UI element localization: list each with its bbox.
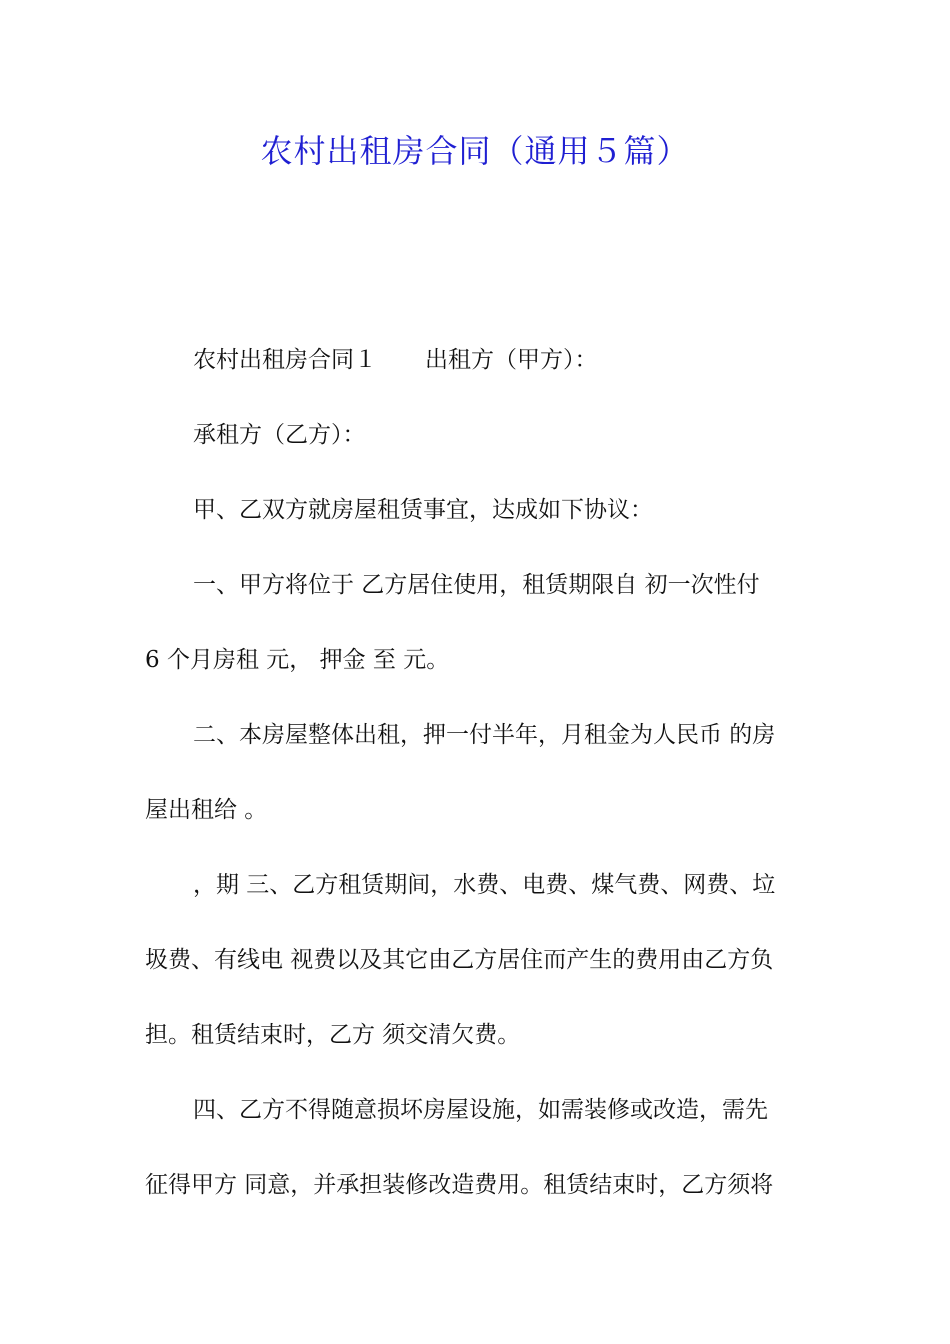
paragraph-line-8: ，期 三、乙方租赁期间，水费、电费、煤气费、网费、垃 (193, 872, 776, 898)
paragraph-line-12: 征得甲方 同意，并承担装修改造费用。租赁结束时，乙方须将 (145, 1172, 774, 1198)
paragraph-line-3: 甲、乙双方就房屋租赁事宜，达成如下协议： (193, 497, 653, 523)
paragraph-line-7: 屋出租给 。 (145, 797, 268, 823)
document-title: 农村出租房合同（通用５篇） (260, 132, 690, 170)
lessee-label: 承租方（乙方）： (193, 422, 366, 448)
paragraph-line-9: 圾费、有线电 视费以及其它由乙方居住而产生的费用由乙方负 (145, 947, 774, 973)
contract-heading: 农村出租房合同１ (193, 347, 377, 373)
paragraph-line-5: 6 个月房租 元， 押金 至 元。 (145, 647, 450, 673)
lessor-label: 出租方（甲方）： (425, 347, 598, 373)
paragraph-line-6: 二、本房屋整体出租，押一付半年，月租金为人民币 的房 (193, 722, 776, 748)
paragraph-line-10: 担。租赁结束时，乙方 须交清欠费。 (145, 1022, 521, 1048)
paragraph-line-11: 四、乙方不得随意损坏房屋设施，如需装修或改造，需先 (193, 1097, 768, 1123)
paragraph-line-1 (193, 343, 807, 377)
paragraph-line-4: 一、甲方将位于 乙方居住使用，租赁期限自 初一次性付 (193, 572, 760, 598)
